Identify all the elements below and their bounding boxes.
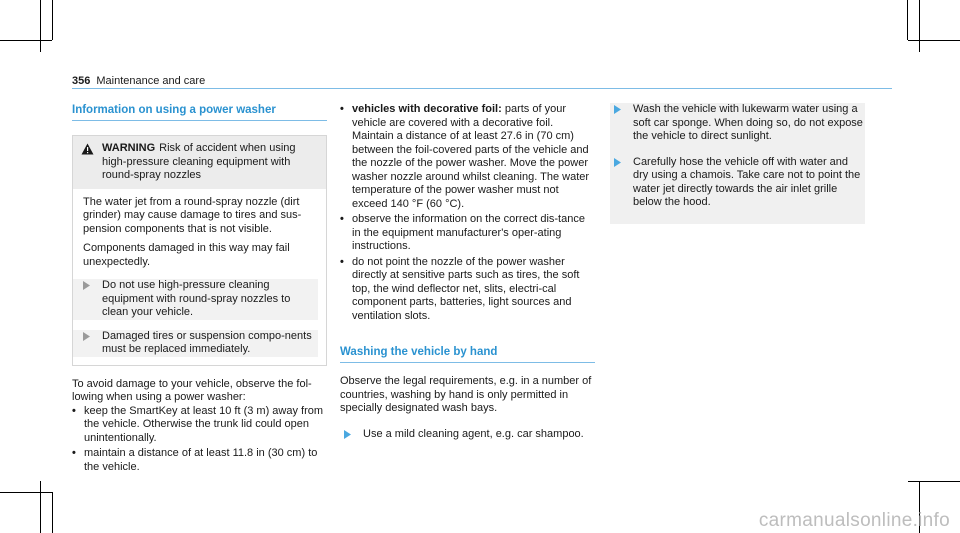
list-item: • do not point the nozzle of the power washer directly at sensitive parts such as tires, the soft top, the wind deflector net, slits, electri-cal component parts, batteries, light sources and ventilation slots. <box>340 255 580 322</box>
bullet-list <box>340 103 595 323</box>
bullet-icon: • <box>72 404 76 417</box>
list-item: • observe the information on the correct dis-tance in the equipment manufacturer's oper-ating instructions. <box>340 213 585 252</box>
crop-mark <box>52 0 53 40</box>
arrow-right-icon <box>614 105 621 114</box>
section-title-washing-by-hand: Washing the vehicle by hand <box>340 346 498 358</box>
action-step: Carefully hose the vehicle off with water and dry using a chamois. Take care not to point the water jet directly towards the air inlet grille below the hood. <box>610 156 865 210</box>
crop-mark <box>0 40 52 41</box>
action-step: Wash the vehicle with lukewarm water using a soft car sponge. When doing so, do not expose the vehicle to direct sunlight. <box>610 103 865 144</box>
warning-header <box>73 136 326 189</box>
bullet-icon: • <box>340 103 344 115</box>
warning-triangle-icon <box>81 143 94 155</box>
bullet-icon: • <box>340 213 344 225</box>
crop-mark <box>908 481 960 482</box>
section-title-power-washer: Information on using a power washer <box>72 104 276 116</box>
crop-mark <box>908 40 960 41</box>
observe-text: Observe the legal requirements, e.g. in a number of countries, washing by hand is only permitted in specially designated wash bays. <box>340 375 592 414</box>
warning-box <box>72 135 327 366</box>
page-title: Maintenance and care <box>96 75 206 87</box>
crop-mark <box>40 481 41 533</box>
list-item: • keep the SmartKey at least 10 ft (3 m) away from the vehicle. Otherwise the trunk lid could open unintentionally. <box>72 404 324 444</box>
bullet-list <box>72 405 327 475</box>
watermark-text: carmanualsonline.info <box>758 509 950 531</box>
crop-mark <box>907 0 908 40</box>
crop-mark <box>52 492 53 533</box>
crop-mark <box>919 0 920 52</box>
warning-action: Do not use high-pressure cleaning equipment with round-spray nozzles to clean your vehicle. <box>73 279 318 320</box>
middle-column <box>340 103 595 441</box>
bullet-icon: • <box>72 447 76 459</box>
crop-mark <box>0 492 52 493</box>
continued-steps-box <box>610 103 865 224</box>
warning-text: The water jet from a round-spray nozzle (dirt grinder) may cause damage to tires and sus-pension components that is not visible. <box>83 195 302 235</box>
left-column <box>72 103 327 476</box>
header-divider <box>72 88 892 89</box>
intro-text: To avoid damage to your vehicle, observe the fol-lowing when using a power washer: <box>72 377 312 403</box>
warning-action: Damaged tires or suspension compo-nents must be replaced immediately. <box>73 330 318 357</box>
arrow-right-icon <box>344 430 351 439</box>
right-column <box>610 103 865 224</box>
section-divider <box>340 362 595 363</box>
warning-body <box>73 189 326 365</box>
arrow-right-icon <box>614 158 621 167</box>
warning-label: WARNING <box>102 142 156 154</box>
list-item: • maintain a distance of at least 11.8 in (30 cm) to the vehicle. <box>72 447 318 473</box>
warning-text: Components damaged in this way may fail unexpectedly. <box>83 242 290 268</box>
arrow-right-icon <box>83 281 90 290</box>
page-header <box>72 75 892 89</box>
section-divider <box>72 120 327 121</box>
action-step: Use a mild cleaning agent, e.g. car shampoo. <box>340 428 595 442</box>
bullet-icon: • <box>340 255 344 268</box>
arrow-right-icon <box>83 332 90 341</box>
warning-headline: WARNING Risk of accident when using high-pressure cleaning equipment with round-spray nozzles <box>102 142 296 181</box>
crop-mark <box>40 0 41 52</box>
page-number: 356 <box>72 75 91 87</box>
list-item: • vehicles with decorative foil: parts of your vehicle are covered with a decorative foil. Maintain a distance of at least 27.6 in (70 cm) between the foil-covered parts of the vehicle and the nozzle of the power washer. Move the power washer nozzle around whilst cleaning. The water temperature of the power washer must not exceed 140 °F (60 °C). <box>340 103 590 210</box>
